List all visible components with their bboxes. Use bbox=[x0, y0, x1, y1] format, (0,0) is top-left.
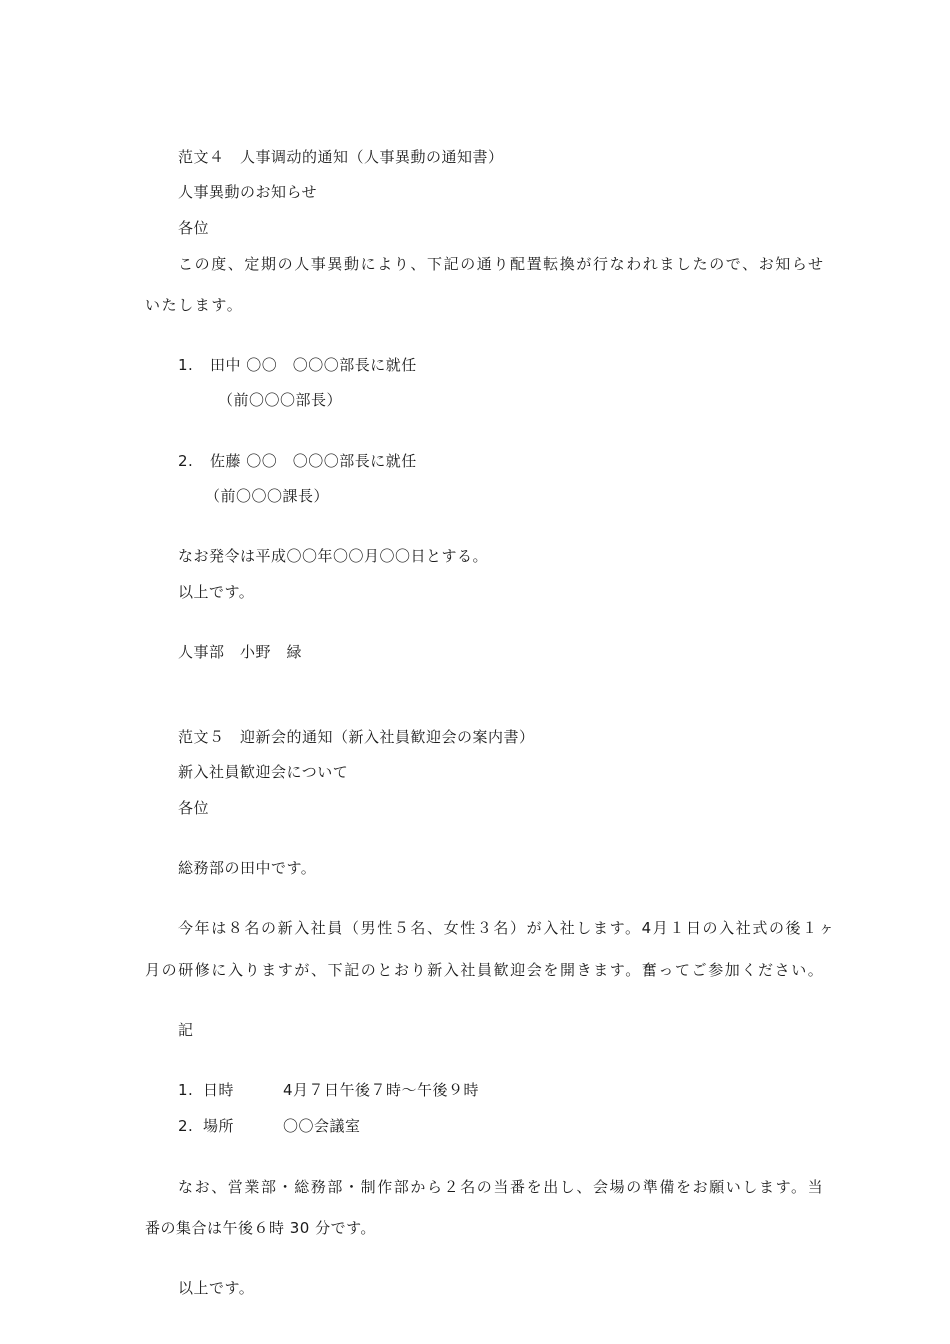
memo5-salutation: 各位 bbox=[178, 799, 210, 817]
memo5-heading: 范文５ 迎新会的通知（新入社員歓迎会の案内書） bbox=[178, 728, 535, 746]
memo5-detail-1 bbox=[178, 1080, 479, 1100]
memo4-item-1-prev: （前〇〇〇部長） bbox=[218, 391, 343, 409]
memo4-salutation: 各位 bbox=[178, 219, 210, 237]
memo5-intro: 総務部の田中です。 bbox=[178, 859, 317, 877]
detail-number: 1. bbox=[178, 1081, 194, 1099]
memo4-signature: 人事部 小野 緑 bbox=[178, 643, 303, 661]
memo4-heading: 范文４ 人事调动的通知（人事異動の通知書） bbox=[178, 148, 504, 166]
memo5-title: 新入社員歓迎会について bbox=[178, 763, 349, 781]
memo4-item-2-prev: （前〇〇〇課長） bbox=[205, 487, 330, 505]
memo4-item-1 bbox=[178, 355, 417, 375]
item-text: 佐藤 〇〇 〇〇〇部長に就任 bbox=[210, 452, 417, 470]
memo5-body-line2: 月の研修に入りますが、下記のとおり新入社員歓迎会を開きます。奮ってご参加ください。 bbox=[145, 961, 825, 979]
item-number: 2. bbox=[178, 452, 194, 470]
memo4-body-line1: この度、定期の人事異動により、下記の通り配置転換が行なわれましたので、お知らせ bbox=[178, 255, 825, 273]
detail-value: 4月７日午後７時～午後９時 bbox=[283, 1081, 480, 1099]
memo5-closing: 以上です。 bbox=[178, 1279, 255, 1297]
memo4-effective-date: なお発令は平成〇〇年〇〇月〇〇日とする。 bbox=[178, 547, 489, 565]
memo4-closing: 以上です。 bbox=[178, 583, 255, 601]
memo5-body-line1: 今年は８名の新入社員（男性５名、女性３名）が入社します。4月１日の入社式の後１ヶ bbox=[178, 919, 836, 937]
memo4-body-line2: いたします。 bbox=[145, 296, 244, 314]
memo4-title: 人事異動のお知らせ bbox=[178, 183, 318, 201]
memo5-detail-2 bbox=[178, 1116, 361, 1136]
detail-label: 場所 bbox=[203, 1117, 235, 1135]
detail-value: 〇〇会議室 bbox=[283, 1117, 361, 1135]
memo5-ki: 記 bbox=[178, 1021, 194, 1039]
detail-label: 日時 bbox=[203, 1081, 235, 1099]
item-text: 田中 〇〇 〇〇〇部長に就任 bbox=[210, 356, 417, 374]
memo5-note-line1: なお、営業部・総務部・制作部から２名の当番を出し、会場の準備をお願いします。当 bbox=[178, 1178, 825, 1196]
item-number: 1. bbox=[178, 356, 194, 374]
memo5-note-line2: 番の集合は午後６時 30 分です。 bbox=[145, 1219, 376, 1237]
detail-number: 2. bbox=[178, 1117, 194, 1135]
memo4-item-2 bbox=[178, 451, 417, 471]
